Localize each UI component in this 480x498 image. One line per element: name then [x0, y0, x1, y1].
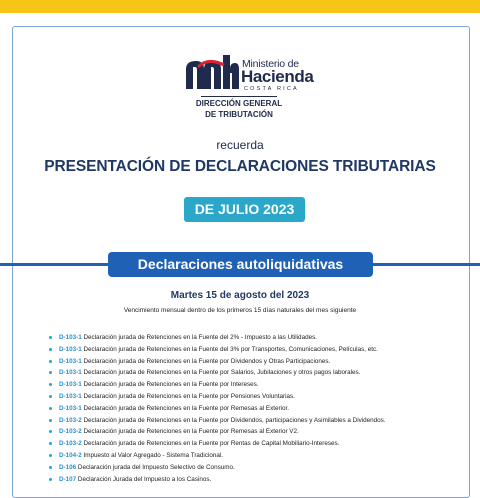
logo-ministry-text: Ministerio de: [242, 58, 299, 70]
list-item: [47, 379, 386, 391]
page-title: PRESENTACIÓN DE DECLARACIONES TRIBUTARIAS: [44, 158, 436, 175]
list-item: [47, 344, 386, 356]
form-description: Declaración Jurada del Impuesto a los Casinos.: [77, 475, 212, 483]
list-item: [47, 391, 386, 403]
form-description: Declaración jurada de Retenciones en la Fuente por Remesas al Exterior.: [83, 404, 289, 412]
form-code: D-103-2: [59, 416, 82, 424]
bullet-icon: [49, 395, 52, 398]
list-item: [47, 367, 386, 379]
bullet-icon: [49, 442, 52, 445]
list-item: [47, 426, 386, 438]
form-description: Declaración jurada de Retenciones en la Fuente por Dividendos, participaciones y Asimilables a Dividendos.: [83, 416, 386, 424]
top-accent-bar: [0, 0, 480, 13]
form-code: D-103-2: [59, 440, 82, 448]
intro-text: recuerda: [216, 138, 264, 152]
bullet-icon: [49, 430, 52, 433]
list-item: [47, 332, 386, 344]
section-header: Declaraciones autoliquidativas: [108, 252, 373, 277]
form-description: Declaración jurada de Retenciones en la Fuente por Pensiones Voluntarias.: [83, 392, 295, 400]
list-item: [47, 474, 386, 486]
bullet-icon: [49, 466, 52, 469]
bullet-icon: [49, 336, 52, 339]
form-code: D-107: [59, 475, 77, 483]
list-item: [47, 403, 386, 415]
form-description: Declaración jurada del Impuesto Selectivo de Consumo.: [77, 463, 235, 471]
mh-logo-icon: [184, 55, 240, 91]
ministerio-hacienda-logo: [184, 55, 314, 95]
form-description: Declaración jurada de Retenciones en la Fuente por Intereses.: [83, 381, 259, 389]
list-item: [47, 415, 386, 427]
form-code: D-103-1: [59, 392, 82, 400]
declarations-list: [47, 332, 386, 485]
form-code: D-103-1: [59, 334, 82, 341]
list-item: [47, 462, 386, 474]
bullet-icon: [49, 407, 52, 410]
form-code: D-106: [59, 463, 77, 471]
bullet-icon: [49, 371, 52, 374]
form-description: Declaración jurada de Retenciones en la Fuente por Dividendos y Otras Participaciones.: [83, 357, 331, 365]
form-code: D-103-2: [59, 428, 82, 436]
bullet-icon: [49, 478, 52, 481]
form-description: Declaración jurada de Retenciones en la Fuente por Rentas de Capital Mobiliario-Intereses.: [83, 440, 340, 448]
form-code: D-103-1: [59, 369, 82, 377]
list-item: [47, 356, 386, 368]
bullet-icon: [49, 348, 52, 351]
logo-country-text: COSTA RICA: [244, 86, 299, 92]
bullet-icon: [49, 383, 52, 386]
form-description: Declaración jurada de Retenciones en la Fuente del 2% - Impuesto a las Utilidades.: [83, 334, 317, 341]
dgt-line-1: DIRECCIÓN GENERAL: [195, 99, 283, 108]
deadline-date: Martes 15 de agosto del 2023: [170, 290, 310, 301]
form-description: Declaración jurada de Retenciones en la Fuente por Salarios, Jubilaciones y otros pagos laborales.: [83, 369, 361, 377]
form-description: Impuesto al Valor Agregado - Sistema Tradicional.: [83, 451, 224, 459]
list-item: [47, 450, 386, 462]
bullet-icon: [49, 454, 52, 457]
deadline-note: Vencimiento mensual dentro de los primeros 15 días naturales del mes siguiente: [123, 307, 357, 314]
bullet-icon: [49, 419, 52, 422]
direccion-general-label: [180, 98, 298, 120]
form-code: D-103-1: [59, 404, 82, 412]
dgt-divider: [201, 96, 277, 97]
form-code: D-103-1: [59, 345, 82, 353]
form-description: Declaración jurada de Retenciones en la Fuente del 3% por Transportes, Comunicaciones, Películas, etc.: [83, 345, 378, 353]
list-item: [47, 438, 386, 450]
form-code: D-103-1: [59, 381, 82, 389]
form-description: Declaración jurada de Retenciones en la Fuente por Remesas al Exterior V2.: [83, 428, 299, 436]
period-badge: DE JULIO 2023: [184, 197, 305, 222]
dgt-line-2: DE TRIBUTACIÓN: [205, 110, 273, 119]
bullet-icon: [49, 360, 52, 363]
form-code: D-104-2: [59, 451, 82, 459]
form-code: D-103-1: [59, 357, 82, 365]
logo-hacienda-text: Hacienda: [241, 67, 314, 86]
